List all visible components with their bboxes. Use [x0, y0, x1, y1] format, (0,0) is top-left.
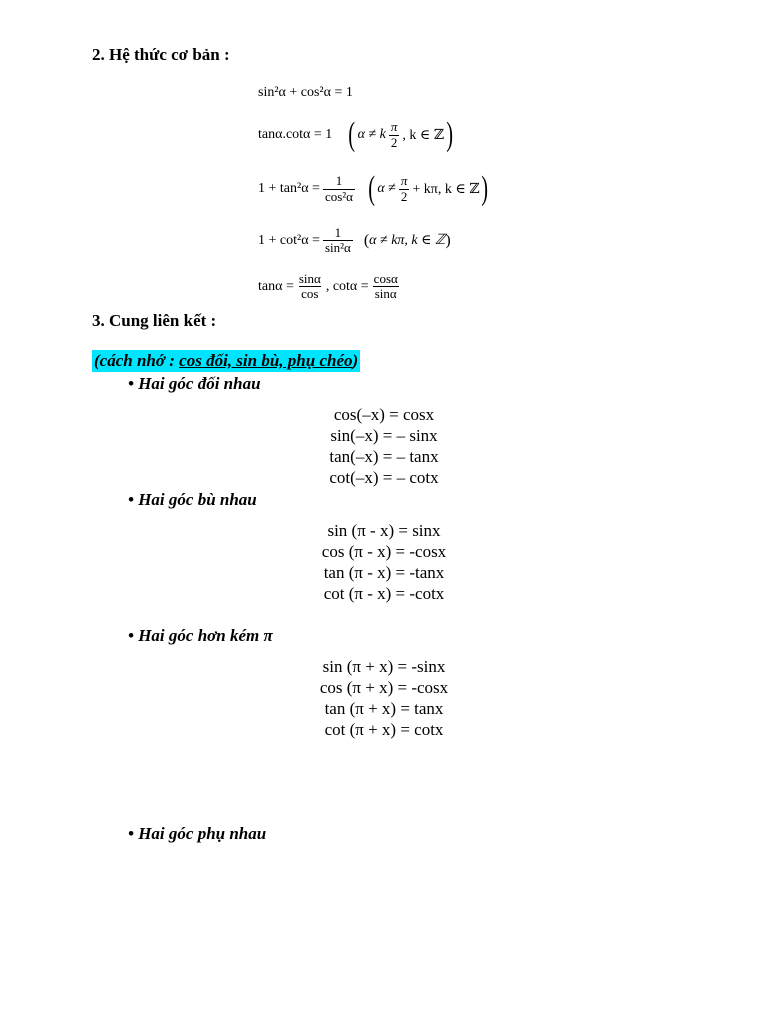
paren-open: ( [363, 231, 370, 249]
fraction-denominator: sin²α [324, 240, 351, 256]
fraction-denominator: cos [301, 286, 319, 302]
equation-line: sin (π + x) = -sinx [322, 657, 446, 676]
identity-2-left: tanα.cotα = 1 [258, 127, 333, 142]
equation-line: cot (π - x) = -cotx [323, 584, 445, 603]
equation-line: sin(–x) = – sinx [330, 426, 438, 445]
fraction-denominator: sinα [374, 286, 397, 302]
fraction [323, 174, 355, 204]
fraction-numerator: 1 [335, 173, 343, 189]
equation-line: tan (π - x) = -tanx [323, 563, 445, 582]
basic-identities [258, 80, 558, 315]
fraction-denominator: cos²α [324, 188, 353, 204]
identity-4 [258, 226, 451, 256]
identity-2 [258, 118, 455, 152]
fraction-numerator: π [400, 173, 408, 189]
equation-line: cot (π + x) = cotx [324, 720, 444, 739]
identity-5-mid: , cotα = [325, 278, 369, 294]
fraction [389, 120, 400, 150]
identity-4-left: 1 + cot²α = [258, 232, 320, 248]
section-3-heading: 3. Cung liên kết : [92, 311, 217, 330]
equation-line: cot(–x) = – cotx [329, 468, 439, 487]
identity-3-cond-a: α ≠ [377, 181, 396, 196]
fraction-numerator: sinα [298, 271, 321, 286]
identity-3 [258, 172, 491, 206]
fraction-numerator: π [390, 119, 398, 135]
group-title-differ-by-pi: • Hai góc hơn kém π [128, 626, 273, 645]
fraction-denominator: 2 [390, 134, 398, 150]
paren-close: ) [445, 231, 451, 249]
group-title-supplementary: • Hai góc bù nhau [128, 490, 257, 509]
paren-open: ( [348, 116, 356, 153]
identity-5-left: tanα = [258, 278, 294, 294]
equation-line: sin (π - x) = sinx [327, 521, 441, 540]
fraction-denominator: 2 [400, 188, 408, 204]
fraction-numerator: cosα [373, 271, 398, 286]
fraction [372, 272, 400, 302]
section-2-heading: 2. Hệ thức cơ bản : [92, 45, 230, 64]
group-title-opposite: • Hai góc đối nhau [128, 374, 261, 393]
memory-tip [92, 350, 360, 372]
identity-2-cond-b: , k ∈ ℤ [402, 127, 444, 143]
identity-4-cond: α ≠ kπ, k ∈ ℤ [369, 233, 446, 249]
memory-tip-suffix: ) [352, 351, 359, 370]
fraction [399, 174, 410, 204]
memory-tip-prefix: (cách nhớ : [94, 351, 180, 370]
fraction [323, 226, 353, 256]
paren-close: ) [481, 170, 489, 207]
equation-line: tan(–x) = – tanx [329, 447, 439, 466]
equation-line: cos (π - x) = -cosx [321, 542, 447, 561]
identity-3-left: 1 + tan²α = [258, 181, 320, 196]
equation-line: cos (π + x) = -cosx [319, 678, 449, 697]
equation-line: tan (π + x) = tanx [324, 699, 444, 718]
equation-line: cos(–x) = cosx [333, 405, 435, 424]
identity-5 [258, 272, 403, 302]
identity-1: sin²α + cos²α = 1 [258, 85, 353, 100]
fraction-numerator: 1 [334, 225, 342, 240]
fraction [297, 272, 323, 302]
memory-tip-underlined: cos đối, sin bù, phụ chéo [179, 351, 353, 370]
paren-close: ) [446, 116, 454, 153]
paren-open: ( [368, 170, 376, 207]
identity-3-cond-b: + kπ, k ∈ ℤ [412, 181, 480, 197]
identity-2-cond-a: α ≠ k [357, 127, 386, 142]
group-title-complementary: • Hai góc phụ nhau [128, 824, 267, 843]
